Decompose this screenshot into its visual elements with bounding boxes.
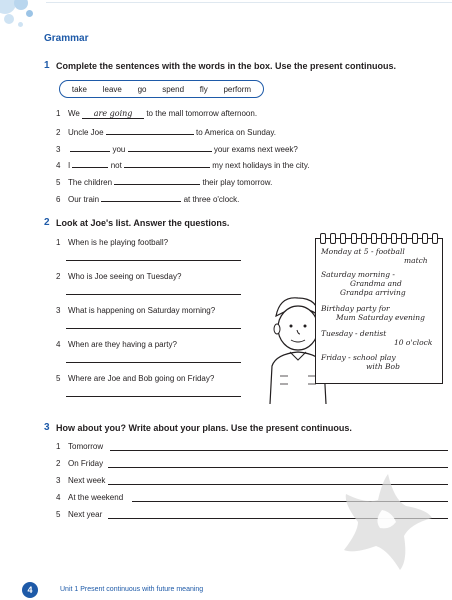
- answer-blank[interactable]: [124, 159, 210, 168]
- ex1-item-6: 6 Our train at three o'clock.: [56, 195, 240, 204]
- answer-example: are going: [82, 109, 144, 119]
- footer-unit-title: Unit 1 Present continuous with future meaning: [60, 586, 204, 593]
- exercise-3-instruction: How about you? Write about your plans. Use the present continuous.: [56, 423, 352, 433]
- list-entry: Friday - school play: [321, 353, 396, 362]
- ex3-item-1: 1 Tomorrow: [56, 442, 104, 451]
- ex2-question-4: 4 When are they having a party?: [56, 340, 177, 349]
- ex3-item-4: 4 At the weekend: [56, 493, 124, 502]
- exercise-3-number: 3: [44, 422, 50, 433]
- list-entry: with Bob: [366, 362, 400, 371]
- list-entry: Saturday morning -: [321, 270, 395, 279]
- board-rings: [320, 233, 438, 244]
- ex1-item-3: 3 you your exams next week?: [56, 145, 298, 154]
- answer-blank[interactable]: [128, 143, 212, 152]
- ex3-item-5: 5 Next year: [56, 510, 103, 519]
- top-rule: [46, 2, 452, 3]
- list-entry: match: [404, 256, 428, 265]
- list-entry: Monday at 5 - football: [321, 247, 405, 256]
- word-box-word: spend: [162, 84, 185, 94]
- list-entry: Grandma and: [350, 279, 402, 288]
- exercise-1-number: 1: [44, 60, 50, 71]
- ex3-item-3: 3 Next week: [56, 476, 106, 485]
- joes-list-board: [315, 238, 443, 384]
- answer-blank[interactable]: [101, 193, 181, 202]
- ex1-item-1: 1 We are going to the mall tomorrow afternoon.: [56, 109, 258, 118]
- ex2-question-3: 3 What is happening on Saturday morning?: [56, 306, 216, 315]
- answer-line[interactable]: [110, 450, 448, 451]
- list-entry: Tuesday - dentist: [321, 329, 387, 338]
- word-box-word: leave: [102, 84, 122, 94]
- ex2-question-2: 2 Who is Joe seeing on Tuesday?: [56, 272, 182, 281]
- answer-line[interactable]: [66, 260, 241, 261]
- section-title: Grammar: [44, 33, 89, 44]
- answer-line[interactable]: [108, 467, 448, 468]
- word-box-word: perform: [223, 84, 252, 94]
- ex1-item-4: 4 I not my next holidays in the city.: [56, 161, 310, 170]
- ex1-item-5: 5 The children their play tomorrow.: [56, 178, 273, 187]
- page-number: 4: [22, 582, 38, 598]
- ex1-item-2: 2 Uncle Joe to America on Sunday.: [56, 128, 276, 137]
- exercise-1-instruction: Complete the sentences with the words in the box. Use the present continuous.: [56, 61, 397, 71]
- answer-blank[interactable]: [70, 143, 110, 152]
- list-entry: Birthday party for: [321, 304, 390, 313]
- answer-line[interactable]: [66, 396, 241, 397]
- star-watermark: [336, 470, 436, 574]
- exercise-2-instruction: Look at Joe's list. Answer the questions.: [56, 218, 230, 228]
- list-entry: Grandpa arriving: [340, 288, 406, 297]
- ex2-question-5: 5 Where are Joe and Bob going on Friday?: [56, 374, 215, 383]
- word-box-word: go: [137, 84, 147, 94]
- word-box-word: fly: [199, 84, 208, 94]
- ex3-item-2: 2 On Friday: [56, 459, 104, 468]
- list-entry: Mum Saturday evening: [336, 313, 425, 322]
- answer-line[interactable]: [66, 328, 241, 329]
- answer-blank[interactable]: [114, 176, 200, 185]
- answer-line[interactable]: [66, 294, 241, 295]
- list-entry: 10 o'clock: [394, 338, 433, 347]
- answer-blank[interactable]: [106, 126, 194, 135]
- ex2-question-1: 1 When is he playing football?: [56, 238, 169, 247]
- exercise-2-number: 2: [44, 217, 50, 228]
- answer-blank[interactable]: [72, 159, 108, 168]
- answer-line[interactable]: [66, 362, 241, 363]
- word-box: [59, 80, 264, 98]
- word-box-word: take: [71, 84, 87, 94]
